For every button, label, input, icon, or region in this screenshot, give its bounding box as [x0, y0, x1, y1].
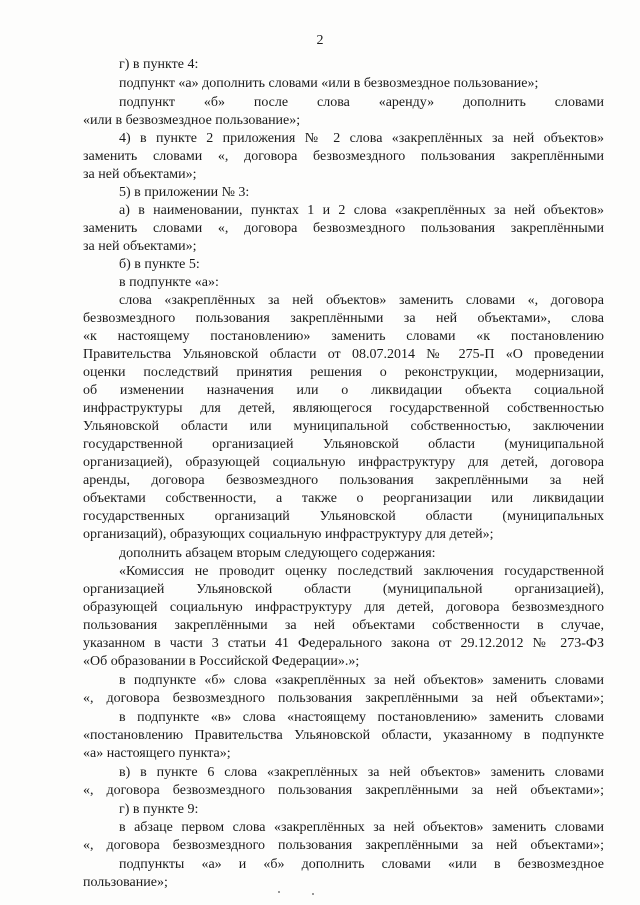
text-line: г) в пункте 4: — [119, 57, 199, 72]
page-number: 2 — [316, 33, 324, 48]
text-line: «постановлению Правительства Ульяновской области, указанному в подпункте — [83, 728, 604, 743]
scan-speck — [312, 893, 314, 895]
text-line: государственной организацией Ульяновской области (муниципальной — [83, 437, 604, 452]
text-line: «Комиссия не проводит оценку последствий заключения государственной — [119, 564, 604, 579]
text-line: б) в пункте 5: — [119, 257, 200, 272]
text-line: организацией Ульяновской области (муниципальной организацией), — [83, 582, 604, 597]
text-line: за ней объектами»; — [83, 239, 197, 254]
text-line: слова «закреплённых за ней объектов» заменить словами «, договора — [119, 293, 604, 308]
text-line: заменить словами «, договора безвозмездного пользования закреплёнными — [83, 149, 604, 164]
text-line: подпункт «б» после слова «аренду» дополнить словами — [119, 95, 604, 110]
text-line: «или в безвозмездное пользование»; — [83, 113, 301, 128]
text-line: «а» настоящего пункта»; — [83, 746, 231, 761]
text-line: Правительства Ульяновской области от 08.07.2014 № 275-П «О проведении — [83, 347, 604, 362]
text-line: «, договора безвозмездного пользования закреплёнными за ней объектами»; — [83, 838, 604, 853]
text-line: «, договора безвозмездного пользования закреплёнными за ней объектами»; — [83, 691, 604, 706]
text-line: в подпункте «в» слова «настоящему постановлению» заменить словами — [119, 710, 604, 725]
text-line: инфраструктуры для детей, являющегося государственной собственностью — [83, 401, 604, 416]
text-line: в подпункте «а»: — [119, 275, 219, 290]
text-line: об изменении назначения или о ликвидации объекта социальной — [83, 383, 604, 398]
text-line: заменить словами «, договора безвозмездного пользования закреплёнными — [83, 221, 604, 236]
text-line: объектами собственности, а также о реорганизации или ликвидации — [83, 491, 604, 506]
text-line: аренды, договора безвозмездного пользования закреплёнными за ней — [83, 473, 604, 488]
text-line: Ульяновской области или муниципальной собственностью, заключении — [83, 419, 604, 434]
text-line: в) в пункте 6 слова «закреплённых за ней объектов» заменить словами — [119, 765, 604, 780]
text-line: безвозмездного пользования закреплёнными за ней объектами», слова — [83, 311, 604, 326]
text-line: подпункт «а» дополнить словами «или в безвозмездное пользование»; — [119, 76, 539, 91]
text-line: пользования закреплёнными за ней объектами собственности в случае, — [83, 618, 604, 633]
text-line: 5) в приложении № 3: — [119, 185, 250, 200]
text-line: оценки последствий принятия решения о реконструкции, модернизации, — [83, 365, 604, 380]
text-line: за ней объектами»; — [83, 167, 197, 182]
text-line: в абзаце первом слова «закреплённых за ней объектов» заменить словами — [119, 820, 604, 835]
text-line: в подпункте «б» слова «закреплённых за ней объектов» заменить словами — [119, 673, 604, 688]
text-line: пользование»; — [83, 875, 168, 890]
text-line: «Об образовании в Российской Федерации».»; — [83, 654, 360, 669]
text-line: организаций), образующих социальную инфраструктуру для детей»; — [83, 527, 494, 542]
text-line: дополнить абзацем вторым следующего содержания: — [119, 546, 436, 561]
text-line: г) в пункте 9: — [119, 802, 199, 817]
text-line: «, договора безвозмездного пользования закреплёнными за ней объектами»; — [83, 783, 604, 798]
text-line: указанном в части 3 статьи 41 Федерального закона от 29.12.2012 № 273-ФЗ — [83, 636, 604, 651]
text-line: 4) в пункте 2 приложения № 2 слова «закреплённых за ней объектов» — [119, 131, 604, 146]
text-line: подпункты «а» и «б» дополнить словами «или в безвозмездное — [119, 857, 604, 872]
text-line: образующей социальную инфраструктуру для детей, договора безвозмездного — [83, 600, 604, 615]
text-line: «к настоящему постановлению» заменить словами «к постановлению — [83, 329, 604, 344]
text-line: а) в наименовании, пунктах 1 и 2 слова «закреплённых за ней объектов» — [119, 203, 604, 218]
text-line: государственных организаций Ульяновской области (муниципальных — [83, 509, 604, 524]
text-line: организацией), образующей социальную инфраструктуру для детей, договора — [83, 455, 604, 470]
scan-speck — [278, 891, 280, 893]
